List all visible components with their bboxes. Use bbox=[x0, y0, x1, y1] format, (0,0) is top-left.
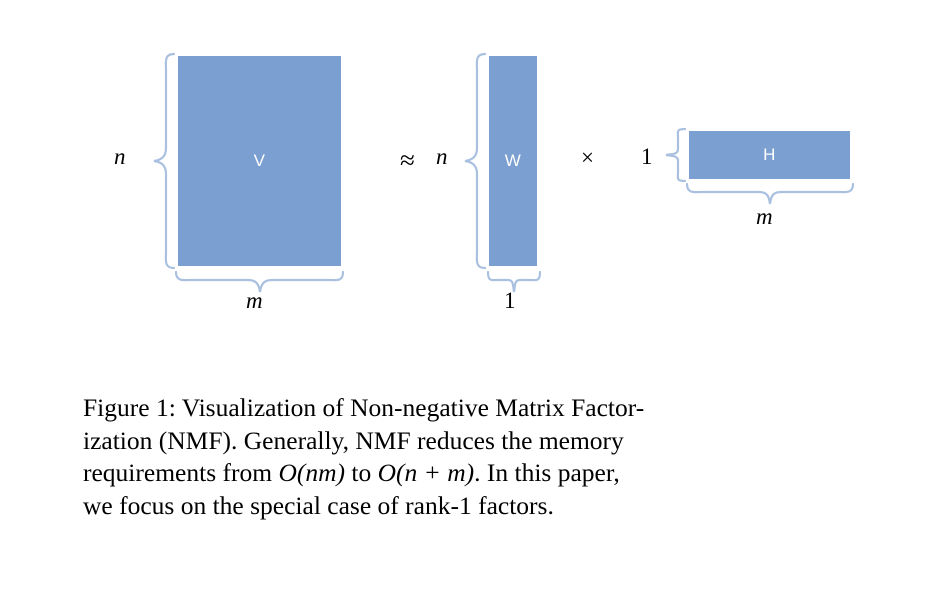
caption-line-3-prefix: requirements from bbox=[83, 458, 279, 488]
math-big-o-1: O bbox=[278, 458, 297, 488]
caption-line-3 bbox=[83, 457, 873, 490]
caption-line-3-suffix: . In this paper, bbox=[474, 458, 620, 488]
caption-line-2: ization (NMF). Generally, NMF reduces the memory bbox=[83, 425, 624, 455]
figure-caption bbox=[83, 392, 873, 523]
operator-times: × bbox=[581, 145, 594, 170]
math-big-o-2: O bbox=[377, 458, 397, 488]
brace-left-v bbox=[150, 52, 176, 270]
caption-prefix: Figure 1: bbox=[83, 393, 182, 422]
math-big-o-1-arg: (nm) bbox=[296, 458, 346, 488]
dim-label-w-rows: n bbox=[436, 144, 448, 169]
dim-label-h-cols: m bbox=[756, 204, 773, 229]
math-big-o-2-arg: (n + m) bbox=[396, 458, 475, 488]
caption-line-3-mid: to bbox=[345, 458, 378, 488]
dim-label-h-rows: 1 bbox=[641, 144, 653, 169]
matrix-box-w bbox=[489, 56, 537, 266]
caption-line-4: we focus on the special case of rank-1 factors. bbox=[83, 490, 554, 520]
matrix-box-h bbox=[689, 131, 850, 179]
dim-label-v-rows: n bbox=[114, 144, 126, 169]
matrix-label-v: V bbox=[253, 151, 266, 170]
caption-line-1-text: Visualization of Non-negative Matrix Factor- bbox=[181, 393, 645, 422]
matrix-label-w: W bbox=[504, 151, 522, 170]
matrix-box-v bbox=[178, 56, 341, 266]
caption-line-1 bbox=[83, 392, 873, 425]
dim-label-v-cols: m bbox=[246, 288, 263, 313]
brace-left-h bbox=[663, 127, 687, 183]
dim-label-w-cols: 1 bbox=[504, 288, 516, 313]
operator-approx: ≈ bbox=[400, 145, 415, 175]
brace-left-w bbox=[461, 52, 487, 270]
matrix-label-h: H bbox=[763, 145, 776, 164]
